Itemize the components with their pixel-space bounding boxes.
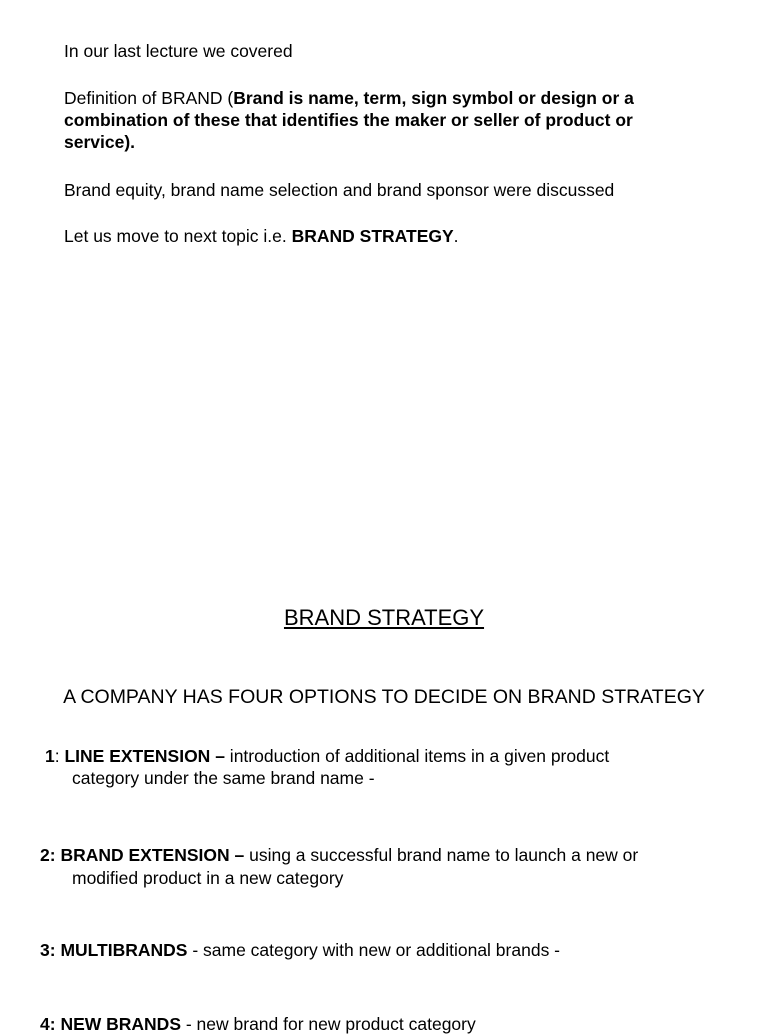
option-2-desc-1: using a successful brand name to launch a new or xyxy=(244,845,639,865)
option-3-desc-1: - same category with new or additional brands - xyxy=(187,940,561,960)
intro-discussed: Brand equity, brand name selection and brand sponsor were discussed xyxy=(64,180,615,200)
definition-line-1 xyxy=(64,87,634,109)
section-subtitle: A COMPANY HAS FOUR OPTIONS TO DECIDE ON BRAND STRATEGY xyxy=(63,686,705,708)
option-4-name: NEW BRANDS xyxy=(60,1014,181,1034)
option-3-line-1 xyxy=(40,939,560,961)
option-2-number: 2: xyxy=(40,845,56,865)
definition-line-3 xyxy=(64,131,135,153)
option-4-line-1 xyxy=(40,1013,476,1035)
next-topic-prefix: Let us move to next topic i.e. xyxy=(64,226,292,246)
section-title: BRAND STRATEGY xyxy=(283,605,485,630)
definition-bold-1: Brand is name, term, sign symbol or design or a xyxy=(233,88,634,108)
option-1-dash: – xyxy=(210,746,225,766)
option-1-name: LINE EXTENSION xyxy=(64,746,211,766)
option-4-desc-1: - new brand for new product category xyxy=(181,1014,476,1034)
option-2-name: BRAND EXTENSION xyxy=(60,845,230,865)
option-3-number: 3: xyxy=(40,940,56,960)
definition-line-2 xyxy=(64,109,633,131)
option-3-name: MULTIBRANDS xyxy=(60,940,188,960)
option-2-line-1 xyxy=(40,844,638,866)
option-1-desc-1: introduction of additional items in a given product xyxy=(224,746,610,766)
option-2-desc-2: modified product in a new category xyxy=(72,868,344,888)
next-topic-bold: BRAND STRATEGY xyxy=(291,226,454,246)
option-1-desc-2: category under the same brand name - xyxy=(72,768,375,788)
option-1-sep: : xyxy=(54,746,65,766)
definition-prefix: Definition of BRAND ( xyxy=(64,88,234,108)
option-1-number: 1 xyxy=(45,746,55,766)
option-4-number: 4: xyxy=(40,1014,56,1034)
next-topic-suffix: . xyxy=(453,226,459,246)
definition-bold-2: combination of these that identifies the maker or seller of product or xyxy=(64,110,633,130)
definition-bold-3: service). xyxy=(64,132,136,152)
intro-covered: In our last lecture we covered xyxy=(64,41,293,61)
option-1-line-1 xyxy=(45,745,609,767)
next-topic xyxy=(64,225,459,247)
option-2-dash: – xyxy=(229,845,245,865)
